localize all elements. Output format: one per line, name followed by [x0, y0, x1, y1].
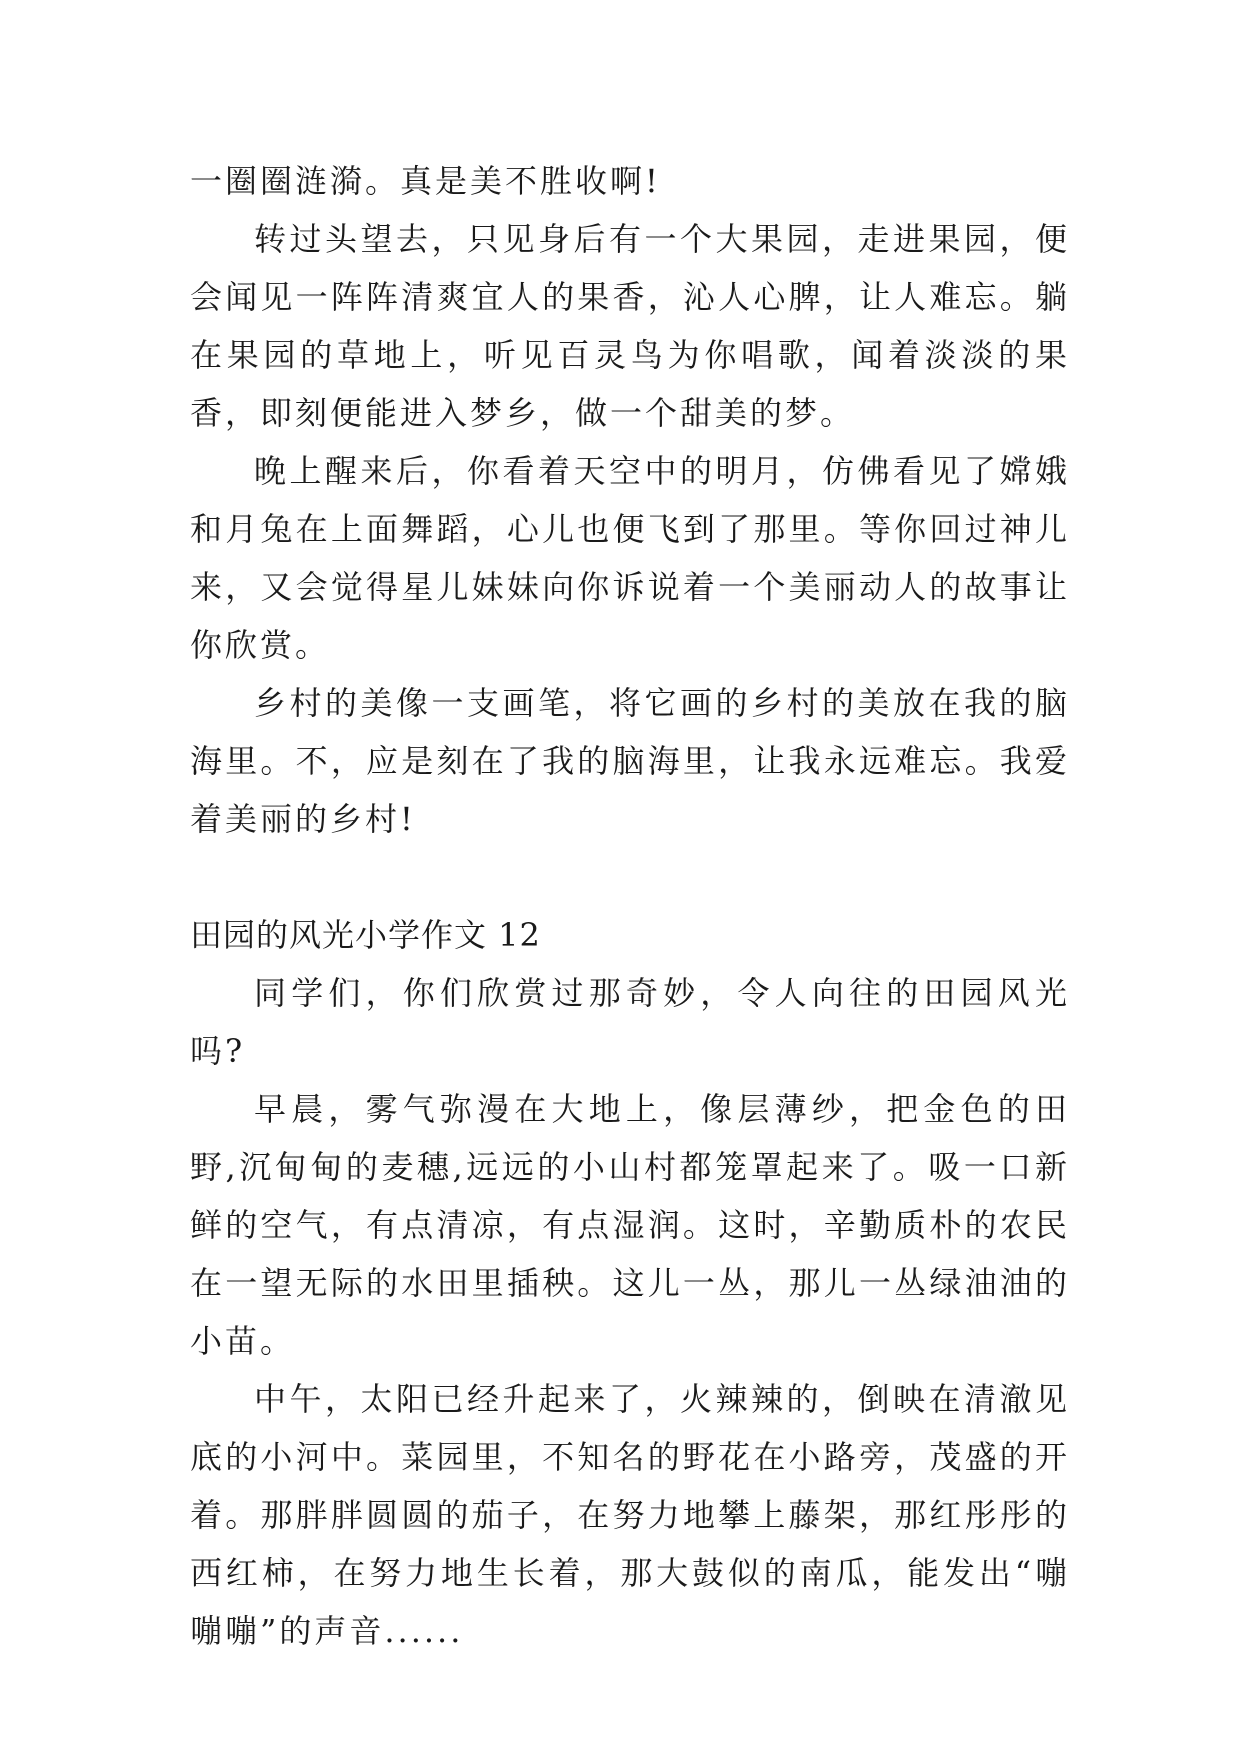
article-body: [190, 152, 1070, 1660]
paragraph-intro: 同学们，你们欣赏过那奇妙，令人向往的田园风光吗?: [190, 974, 1070, 1070]
section-gap: [190, 848, 1070, 906]
paragraph-night: 晚上醒来后，你看着天空中的明月，仿佛看见了嫦娥和月兔在上面舞蹈，心儿也便飞到了那里。等你回过神儿来，又会觉得星儿妹妹向你诉说着一个美丽动人的故事让你欣赏。: [190, 452, 1070, 664]
paragraph-orchard: 转过头望去，只见身后有一个大果园，走进果园，便会闻见一阵阵清爽宜人的果香，沁人心脾，让人难忘。躺在果园的草地上，听见百灵鸟为你唱歌，闻着淡淡的果香，即刻便能进入梦乡，做一个甜美的梦。: [190, 220, 1070, 432]
paragraph-conclusion: 乡村的美像一支画笔，将它画的乡村的美放在我的脑海里。不，应是刻在了我的脑海里，让我永远难忘。我爱着美丽的乡村!: [190, 684, 1070, 838]
continued-paragraph: 一圈圈涟漪。真是美不胜收啊!: [190, 162, 661, 200]
paragraph-noon: 中午，太阳已经升起来了，火辣辣的，倒映在清澈见底的小河中。菜园里，不知名的野花在小路旁，茂盛的开着。那胖胖圆圆的茄子，在努力地攀上藤架，那红彤彤的西红柿，在努力地生长着，那大鼓似的南瓜，能发出“嘣嘣嘣”的声音......: [190, 1380, 1070, 1650]
essay-title: 田园的风光小学作文 12: [190, 916, 541, 954]
paragraph-morning: 早晨，雾气弥漫在大地上，像层薄纱，把金色的田野,沉甸甸的麦穗,远远的小山村都笼罩起来了。吸一口新鲜的空气，有点清凉，有点湿润。这时，辛勤质朴的农民在一望无际的水田里插秧。这儿一丛，那儿一丛绿油油的小苗。: [190, 1090, 1070, 1360]
